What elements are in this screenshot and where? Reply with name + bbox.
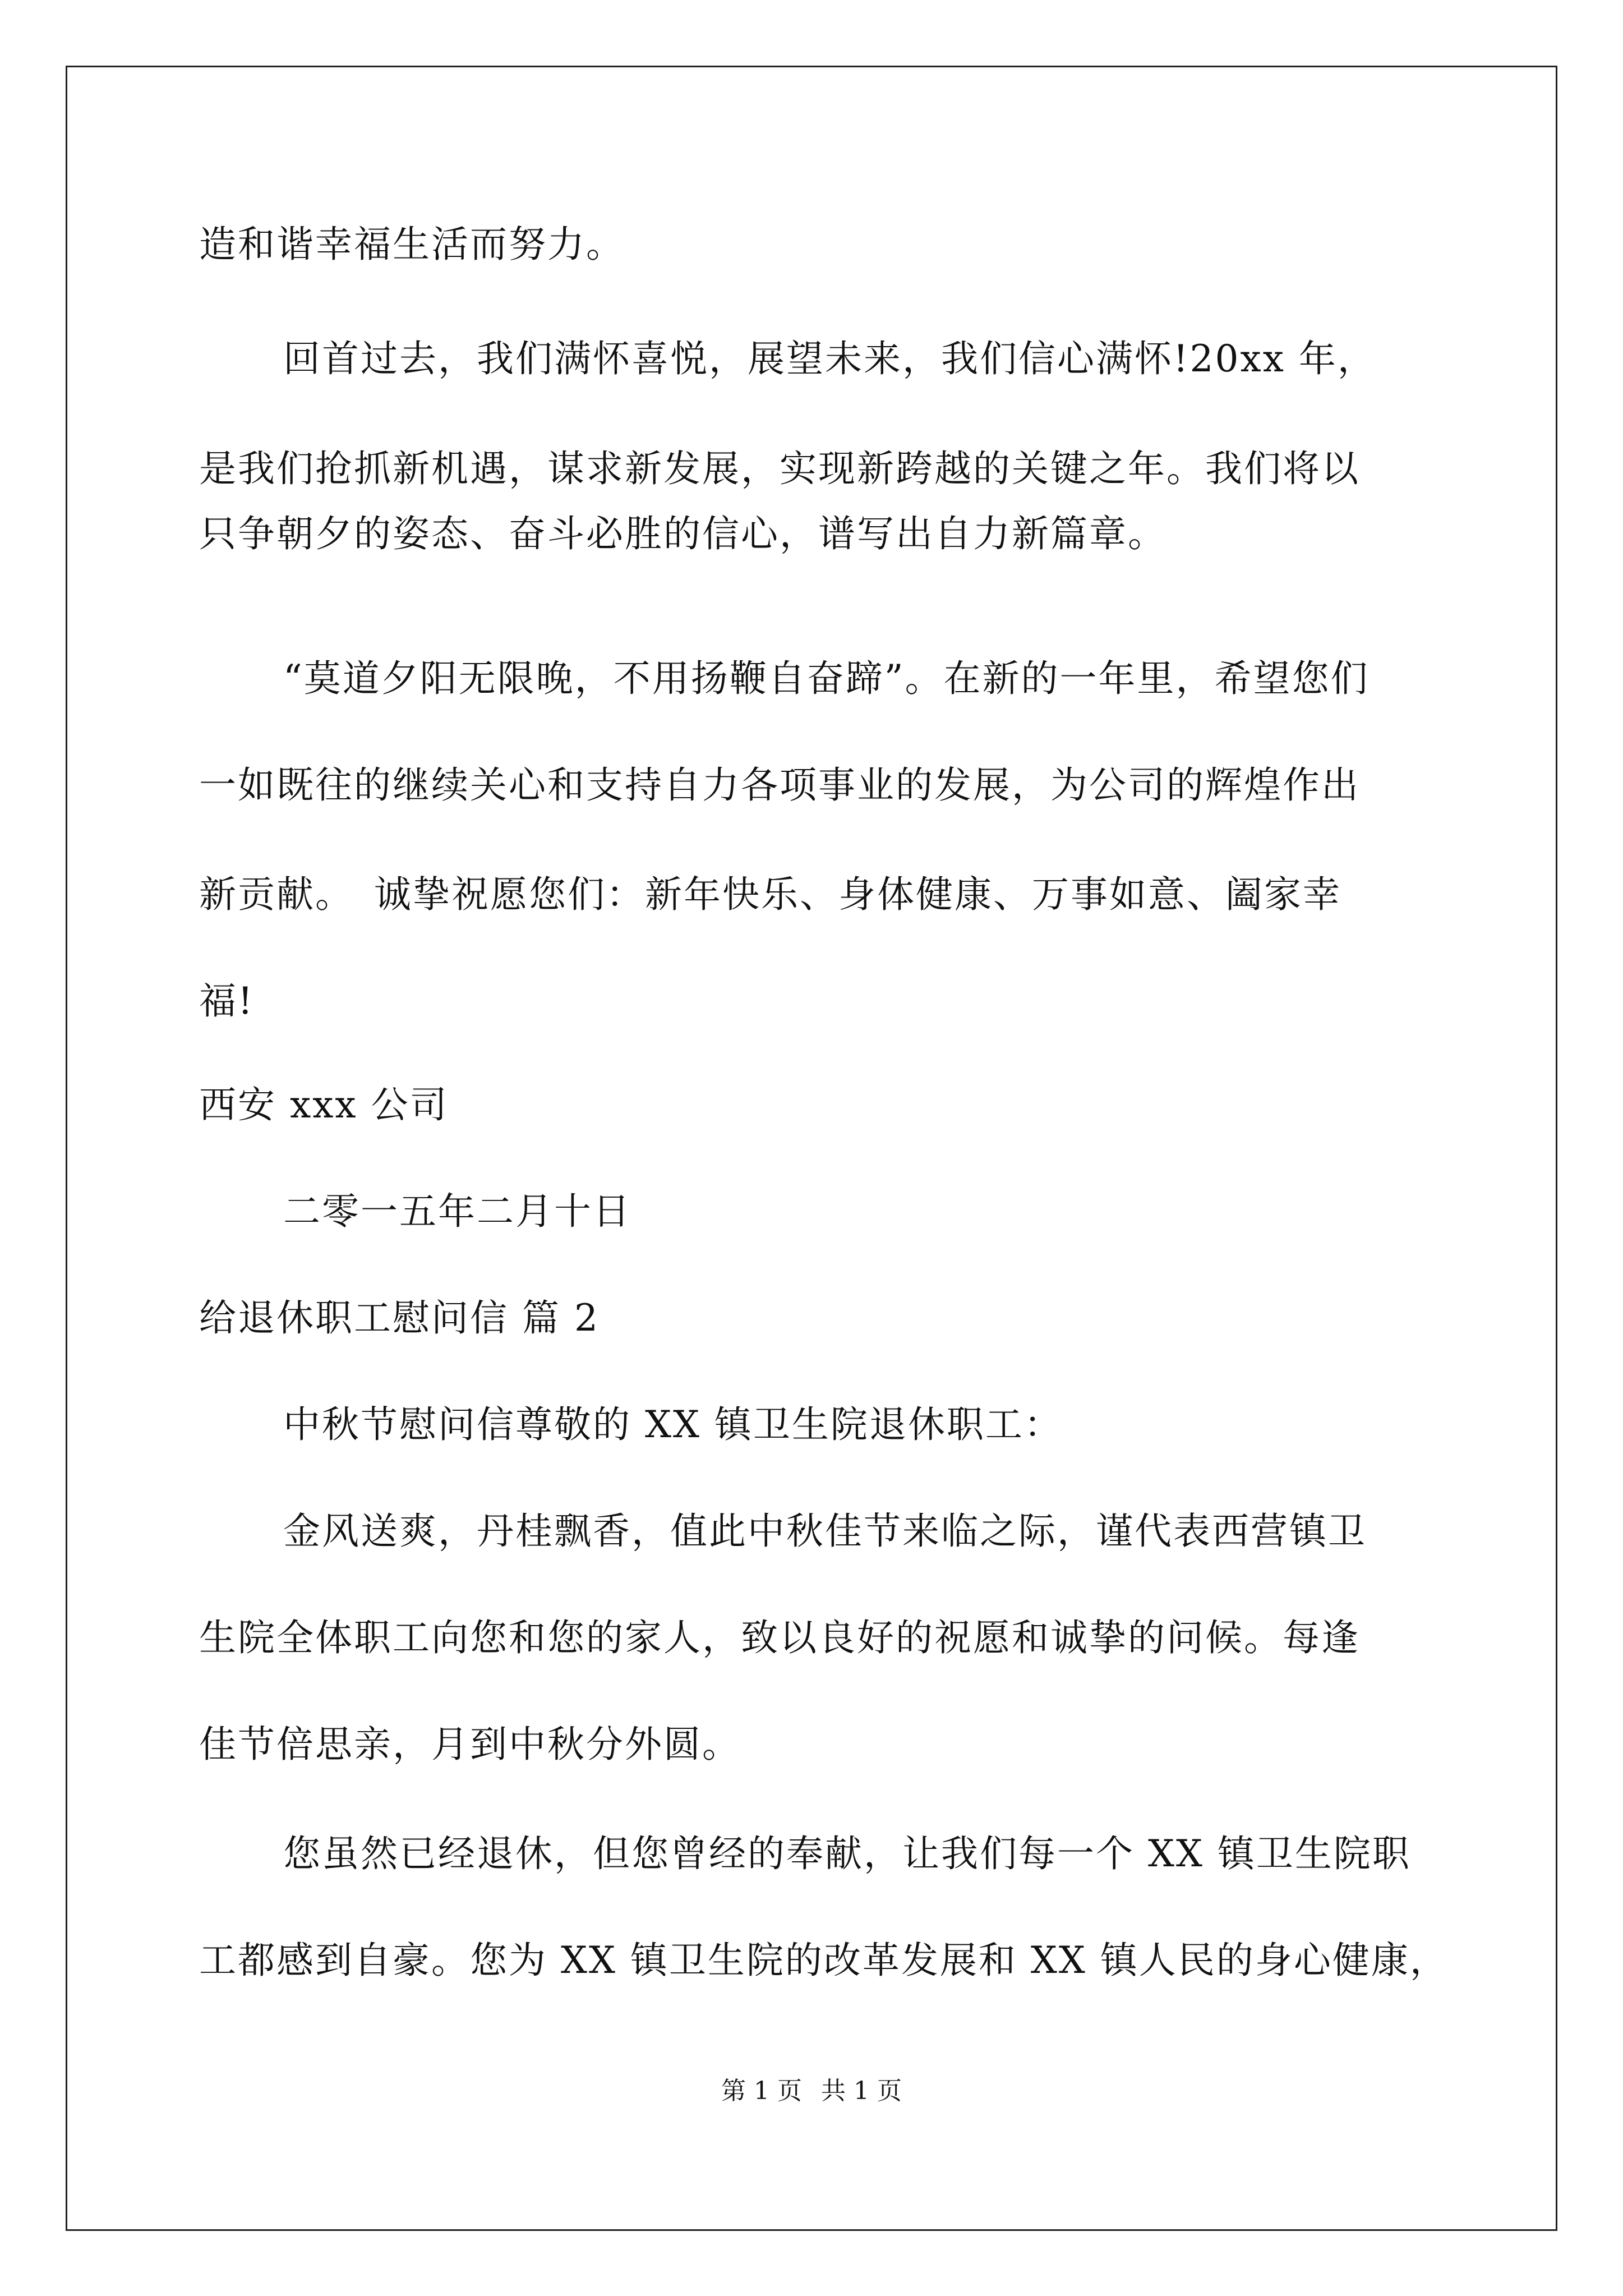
body-line-2: 回首过去，我们满怀喜悦，展望未来，我们信心满怀!20xx 年， bbox=[283, 337, 1376, 380]
page-footer bbox=[0, 2076, 1623, 2107]
body-line-13: 工都感到自豪。您为 XX 镇卫生院的改革发展和 XX 镇人民的身心健康， bbox=[199, 1939, 1449, 1982]
body-line-3: 是我们抢抓新机遇，谋求新发展，实现新跨越的关键之年。我们将以 bbox=[199, 447, 1360, 490]
body-line-12: 您虽然已经退休，但您曾经的奉献，让我们每一个 XX 镇卫生院职 bbox=[283, 1832, 1411, 1875]
body-line-11: 佳节倍思亲，月到中秋分外圆。 bbox=[199, 1723, 741, 1766]
body-line-7: 新贡献。 诚挚祝愿您们：新年快乐、身体健康、万事如意、阖家幸 bbox=[199, 873, 1341, 916]
body-line-4: 只争朝夕的姿态、奋斗必胜的信心，谱写出自力新篇章。 bbox=[199, 512, 1166, 555]
body-line-9: 金风送爽，丹桂飘香，值此中秋佳节来临之际，谨代表西营镇卫 bbox=[283, 1510, 1367, 1553]
section-heading: 给退休职工慰问信 篇 2 bbox=[199, 1296, 600, 1340]
body-line-1: 造和谐幸福生活而努力。 bbox=[199, 223, 625, 266]
page-border bbox=[66, 66, 1557, 2231]
body-line-6: 一如既往的继续关心和支持自力各项事业的发展，为公司的辉煌作出 bbox=[199, 763, 1360, 807]
signature-company: 西安 xxx 公司 bbox=[199, 1083, 449, 1126]
page-number: 第 1 页 bbox=[721, 2077, 802, 2105]
body-line-10: 生院全体职工向您和您的家人，致以良好的祝愿和诚挚的问候。每逢 bbox=[199, 1616, 1360, 1659]
page-total: 共 1 页 bbox=[821, 2077, 902, 2105]
body-line-8: 福! bbox=[199, 979, 255, 1023]
salutation-line: 中秋节慰问信尊敬的 XX 镇卫生院退休职工： bbox=[283, 1403, 1063, 1446]
signature-date: 二零一五年二月十日 bbox=[283, 1190, 631, 1233]
body-line-5: “莫道夕阳无限晚，不用扬鞭自奋蹄”。在新的一年里，希望您们 bbox=[283, 657, 1370, 700]
